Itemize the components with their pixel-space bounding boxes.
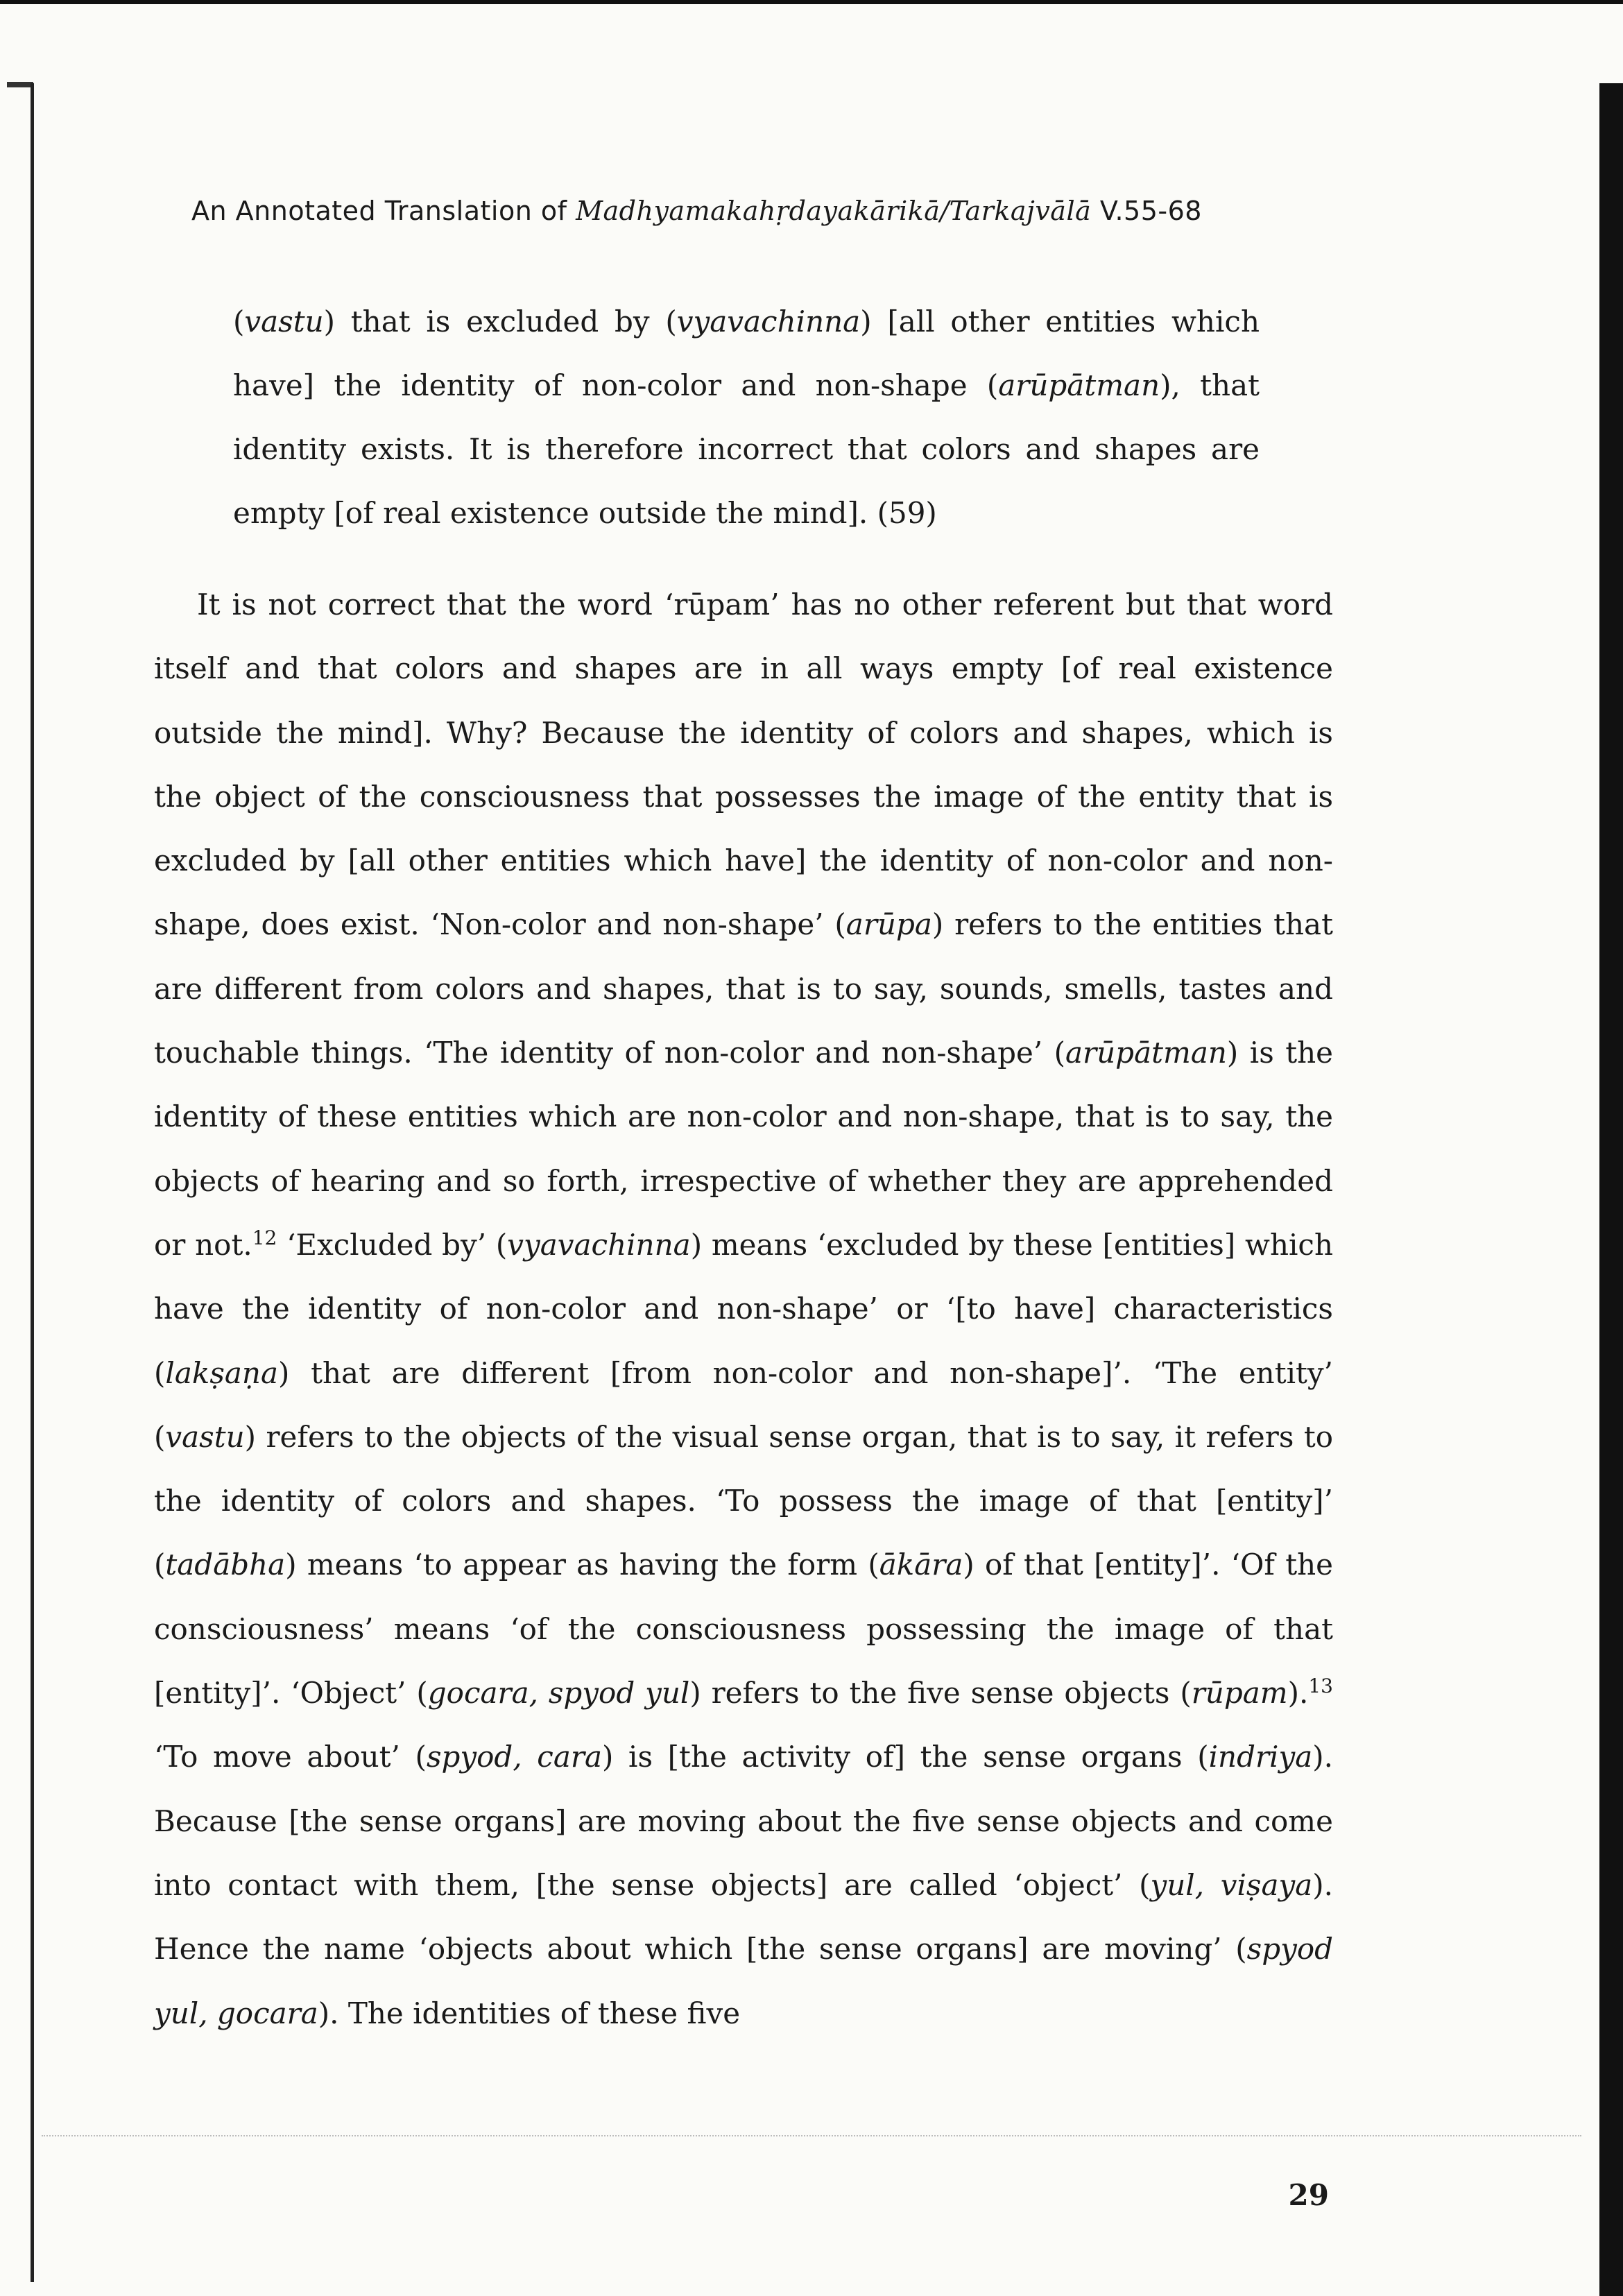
footnote-13: 13 xyxy=(1308,1674,1333,1698)
header-section: V.55-68 xyxy=(1091,196,1202,226)
header-title: Madhyamakahṛdayakārikā/Tarkajvālā xyxy=(576,196,1092,226)
term-vyavachinna: vyavachinna xyxy=(676,305,861,339)
scan-right-border xyxy=(1599,83,1623,2296)
page-number: 29 xyxy=(1288,2178,1329,2212)
scan-binding-mark xyxy=(7,82,33,87)
commentary-paragraph: It is not correct that the word ‘rūpam’ has no other referent but that word itself and that colors and shapes are in all ways empty [of real existence outside the mind]. Why? Because the identity of colors and shapes, which is the object of the consciousness that possesses the image of the entity that is excluded by [all other entities which have] the identity of non-color and non-shape, does exist. ‘Non-color and non-shape’ (arūpa) refers to the entities that are different from colors and shapes, that is to say, sounds, smells, tastes and touchable things. ‘The identity of non-color and non-shape’ (arūpātman) is the identity of these entities which are non-color and non-shape, that is to say, the objects of hearing and so forth, irrespective of whether they are apprehended or not.$^{12}$ ‘Excluded by’ (vyavachinna) means ‘excluded by these [entities] which have the identity of non-color and non-shape’ or ‘[to have] characteristics (lakṣaṇa) that are different [from non-color and non-shape]’. ‘The entity’ (vastu) refers to the objects of the visual sense organ, that is to say, it refers to the identity of colors and shapes. ‘To possess the image of that [entity]’ (tadābha) means ‘to appear as having the form (ākāra) of that [entity]’. ‘Of the consciousness’ means ‘of the consciousness possessing the image of that [entity]’. ‘Object’ (gocara, spyod yul) refers to the five sense objects (rūpam).$^{13}$ ‘To move about’ (spyod, cara) is [the activity of] the sense organs (indriya). Because [the sense organs] are moving about the five sense objects and come into contact with them, [the sense objects] are called ‘object’ (yul, viṣaya). Hence the name ‘objects about which [the sense organs] are moving’ (spyod yul, gocara). The identities of these five xyxy=(154,588,1333,2030)
verse-translation: (vastu) that is excluded by (vyavachinna) [all other entities which have] the identity of non-color and non-shape (arūpātman), that identity exists. It is therefore incorrect that colors and shapes are empty [of real existence outside the mind]. (59) xyxy=(233,305,1260,530)
header-prefix: An Annotated Translation of xyxy=(191,196,576,226)
running-header xyxy=(191,196,1329,226)
term-vastu: vastu xyxy=(244,305,324,339)
scan-top-border xyxy=(0,0,1623,4)
scan-left-edge xyxy=(31,83,34,2282)
scan-artifact-line xyxy=(42,2135,1581,2136)
footnote-12: 12 xyxy=(252,1226,277,1249)
term-arupatman: arūpātman xyxy=(998,368,1160,402)
